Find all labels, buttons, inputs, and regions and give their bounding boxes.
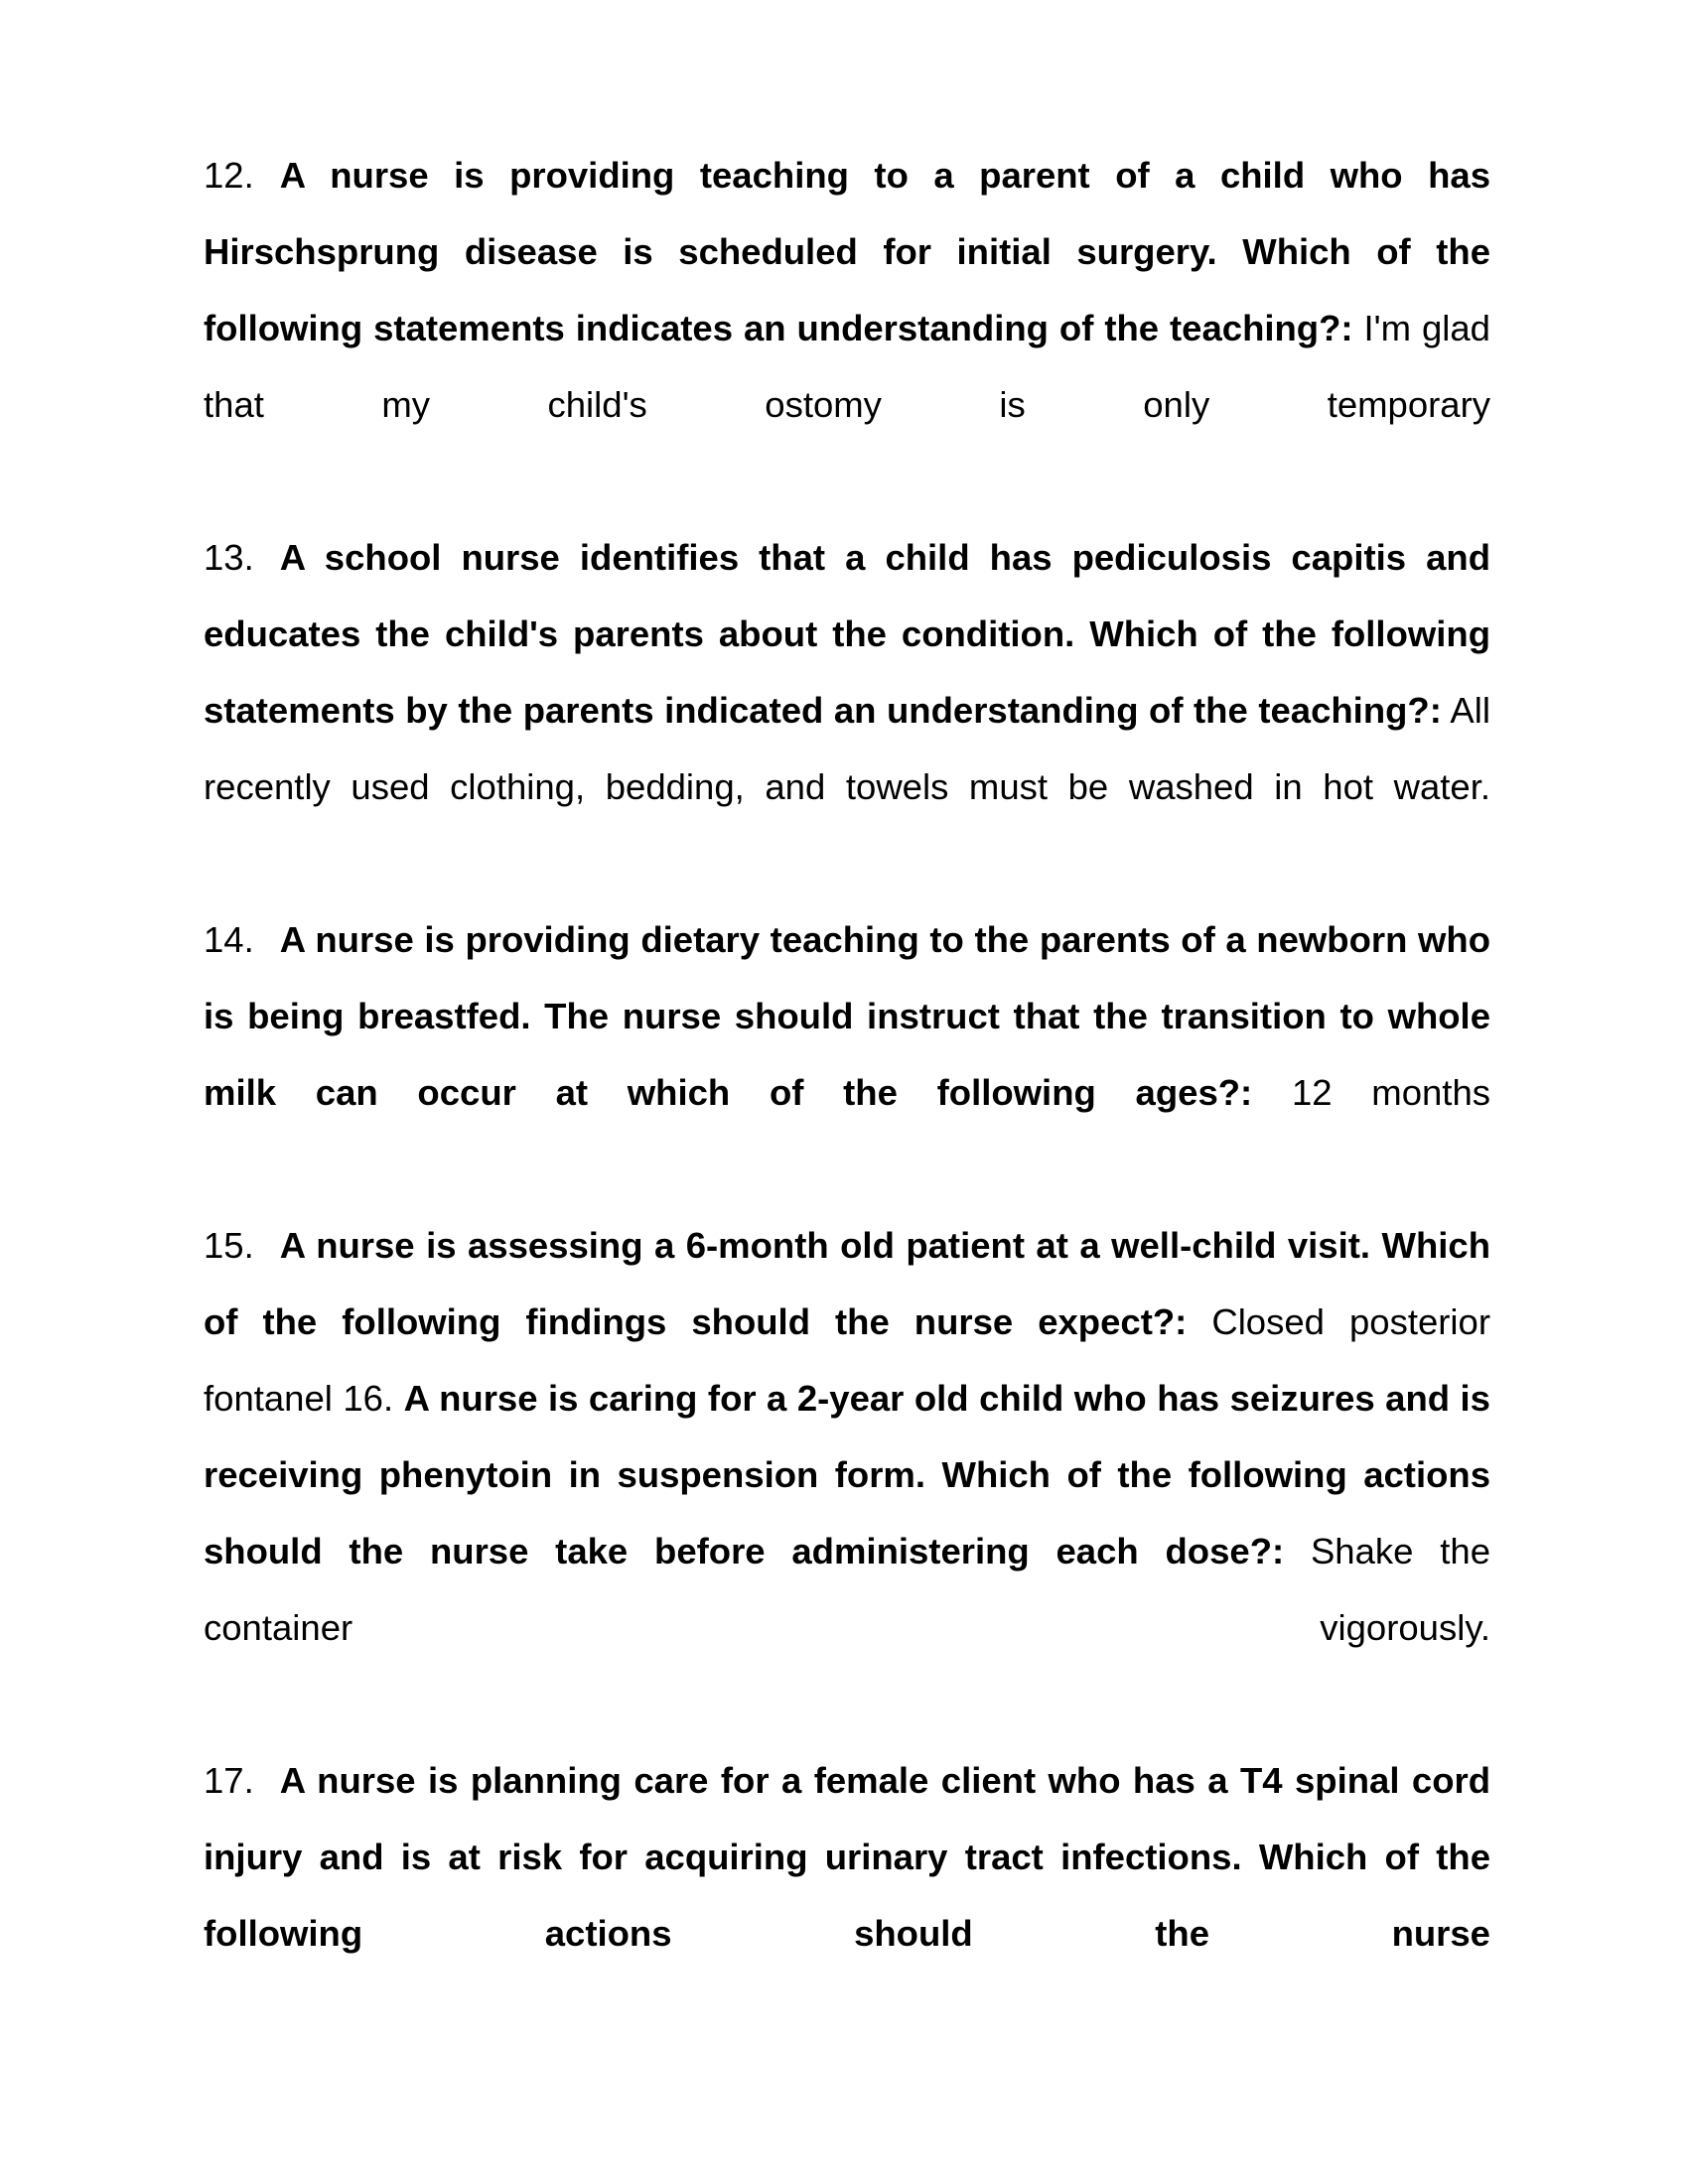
question-stem-17: A nurse is planning care for a female client who has a T4 spinal cord injury and is at risk for acquiring urinary tract infections. Which of the following actions should the nurse — [204, 1760, 1490, 1954]
question-item-15 — [204, 1207, 1490, 1742]
question-answer-14: 12 months — [1291, 1072, 1490, 1113]
question-number-13: 13. — [204, 537, 254, 578]
question-item-17 — [204, 1742, 1490, 2048]
question-answer-15: Closed posterior fontanel — [204, 1301, 1490, 1419]
question-stem-16: A nurse is caring for a 2-year old child who has seizures and is receiving phenytoin in suspension form. Which of the following actions should the nurse take before administering each dose?: — [204, 1378, 1490, 1571]
question-number-16: 16. — [343, 1378, 394, 1419]
question-item-13 — [204, 519, 1490, 901]
question-item-14 — [204, 901, 1490, 1207]
document-text-body — [204, 137, 1490, 2048]
question-number-15: 15. — [204, 1225, 254, 1266]
question-item-16 — [204, 1378, 1490, 1648]
question-answer-13: All recently used clothing, bedding, and towels must be washed in hot water. — [204, 690, 1490, 807]
question-stem-15: A nurse is assessing a 6-month old patient at a well-child visit. Which of the following findings should the nurse expect?: — [204, 1225, 1490, 1342]
question-stem-14: A nurse is providing dietary teaching to the parents of a newborn who is being breastfed. The nurse should instruct that the transition to whole milk can occur at which of the following ages?: — [204, 919, 1490, 1113]
question-answer-block — [204, 137, 1490, 2048]
question-number-17: 17. — [204, 1760, 254, 1801]
question-answer-12: I'm glad that my child's ostomy is only temporary — [204, 308, 1490, 425]
question-stem-12: A nurse is providing teaching to a parent of a child who has Hirschsprung disease is scheduled for initial surgery. Which of the following statements indicates an understanding of the teaching?: — [204, 155, 1490, 348]
question-stem-13: A school nurse identifies that a child has pediculosis capitis and educates the child's parents about the condition. Which of the following statements by the parents indicated an understanding of the teaching?: — [204, 537, 1490, 731]
question-number-12: 12. — [204, 155, 254, 196]
question-number-14: 14. — [204, 919, 254, 960]
question-item-12 — [204, 137, 1490, 519]
question-answer-16: Shake the container vigorously. — [204, 1531, 1490, 1648]
